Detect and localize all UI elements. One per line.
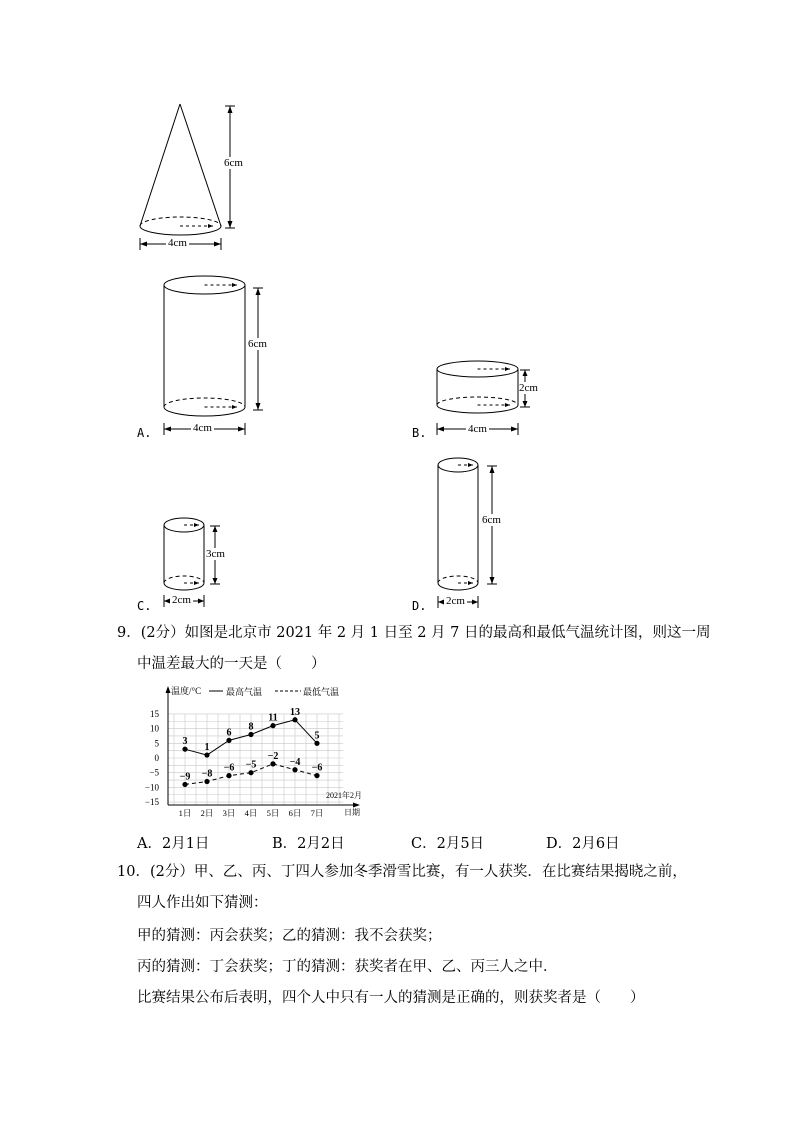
q9-option-b[interactable]: B．2月2日 bbox=[272, 836, 345, 852]
cone-height-label: 6cm bbox=[224, 157, 243, 169]
series-low-point bbox=[270, 761, 275, 766]
option-d-cylinder bbox=[432, 453, 504, 613]
y-tick-label: 10 bbox=[150, 723, 159, 734]
series-low-point bbox=[182, 782, 187, 787]
series-low-value-label: −9 bbox=[179, 771, 191, 783]
option-b-height-label: 2cm bbox=[519, 382, 538, 394]
chart-legend bbox=[209, 686, 339, 697]
series-high-value-label: 8 bbox=[248, 721, 254, 733]
series-high-point bbox=[248, 732, 253, 737]
series-low-point bbox=[314, 773, 319, 778]
series-low-point bbox=[248, 770, 253, 775]
cone-width-label: 4cm bbox=[168, 237, 187, 249]
x-tick-label: 3日 bbox=[222, 808, 236, 818]
series-high-point bbox=[270, 723, 275, 728]
series-high-point bbox=[226, 738, 231, 743]
q9-stem-line1: 9．(2分）如图是北京市 2021 年 2 月 1 日至 2 月 7 日的最高和最低气温统计图，则这一周 bbox=[117, 625, 711, 641]
option-c-width-label: 2cm bbox=[172, 594, 191, 606]
q9-option-c[interactable]: C．2月5日 bbox=[411, 836, 485, 852]
q10-stem-line1: 10．(2分）甲、乙、丙、丁四人参加冬季滑雪比赛，有一人获奖．在比赛结果揭晓之前， bbox=[117, 864, 687, 880]
series-low-point bbox=[292, 767, 297, 772]
series-high-value-label: 13 bbox=[290, 706, 300, 718]
legend-low-label: 最低气温 bbox=[303, 687, 340, 697]
x-tick-label: 1日 bbox=[178, 808, 192, 818]
chart-ylabel: 温度/°C bbox=[171, 686, 202, 696]
option-a-cylinder bbox=[155, 272, 275, 440]
series-low-value-label: −5 bbox=[245, 759, 257, 771]
q10-stem-line4: 丙的猜测：丁会获奖；丁的猜测：获奖者在甲、乙、丙三人之中． bbox=[137, 959, 558, 975]
series-low-point bbox=[226, 773, 231, 778]
option-d-letter: D. bbox=[412, 599, 427, 613]
series-high-point bbox=[314, 741, 319, 746]
chart-xnote: 2021年2月 bbox=[326, 791, 362, 800]
series-low-value-label: −6 bbox=[311, 762, 323, 774]
option-a-letter: A. bbox=[137, 426, 152, 440]
series-high-value-label: 5 bbox=[314, 730, 320, 742]
chart-yticks bbox=[145, 709, 160, 807]
q10-stem-line5: 比赛结果公布后表明，四个人中只有一人的猜测是正确的，则获奖者是（ ） bbox=[137, 990, 645, 1006]
y-tick-label: 5 bbox=[154, 738, 159, 749]
y-tick-label: 15 bbox=[150, 708, 159, 719]
series-high-value-label: 11 bbox=[268, 712, 278, 724]
series-high-value-label: 1 bbox=[204, 742, 210, 754]
q10-stem-line3: 甲的猜测：丙会获奖；乙的猜测：我不会获奖； bbox=[137, 928, 442, 944]
option-b-letter: B. bbox=[412, 426, 427, 440]
option-c-cylinder bbox=[158, 512, 230, 610]
series-low-value-label: −2 bbox=[267, 750, 279, 762]
x-tick-label: 5日 bbox=[266, 808, 280, 818]
y-tick-label: −5 bbox=[149, 767, 159, 778]
option-c-letter: C. bbox=[137, 599, 152, 613]
q9-option-a[interactable]: A．2月1日 bbox=[137, 836, 210, 852]
q9-stem-line2: 中温差最大的一天是（ ） bbox=[137, 656, 326, 672]
cone-figure bbox=[130, 98, 260, 258]
legend-high-label: 最高气温 bbox=[226, 687, 263, 697]
option-a-height-label: 6cm bbox=[248, 338, 267, 350]
x-tick-label: 2日 bbox=[200, 808, 214, 818]
option-b-width-label: 4cm bbox=[468, 423, 487, 435]
series-high-value-label: 3 bbox=[182, 736, 188, 748]
x-tick-label: 4日 bbox=[244, 808, 258, 818]
option-a-width-label: 4cm bbox=[193, 422, 212, 434]
y-tick-label: −15 bbox=[144, 797, 159, 808]
chart-xlabel: 日期 bbox=[344, 808, 360, 817]
series-low-value-label: −6 bbox=[223, 762, 235, 774]
option-d-height-label: 6cm bbox=[482, 514, 501, 526]
series-low-point bbox=[204, 779, 209, 784]
y-tick-label: −10 bbox=[144, 782, 159, 793]
series-low-value-label: −4 bbox=[289, 756, 301, 768]
chart-axes bbox=[166, 686, 361, 808]
q10-stem-line2: 四人作出如下猜测： bbox=[137, 895, 268, 911]
chart-xticks bbox=[179, 808, 324, 818]
series-low-value-label: −8 bbox=[201, 768, 213, 780]
series-high-point bbox=[204, 752, 209, 757]
series-high-value-label: 6 bbox=[226, 727, 232, 739]
x-tick-label: 6日 bbox=[288, 808, 302, 818]
x-tick-label: 7日 bbox=[310, 808, 324, 818]
temperature-line-chart bbox=[135, 683, 385, 823]
option-c-height-label: 3cm bbox=[206, 548, 225, 560]
y-tick-label: 0 bbox=[154, 753, 159, 763]
q9-option-d[interactable]: D．2月6日 bbox=[546, 836, 620, 852]
series-high-point bbox=[182, 747, 187, 752]
series-high-point bbox=[292, 717, 297, 722]
option-d-width-label: 2cm bbox=[446, 595, 465, 607]
